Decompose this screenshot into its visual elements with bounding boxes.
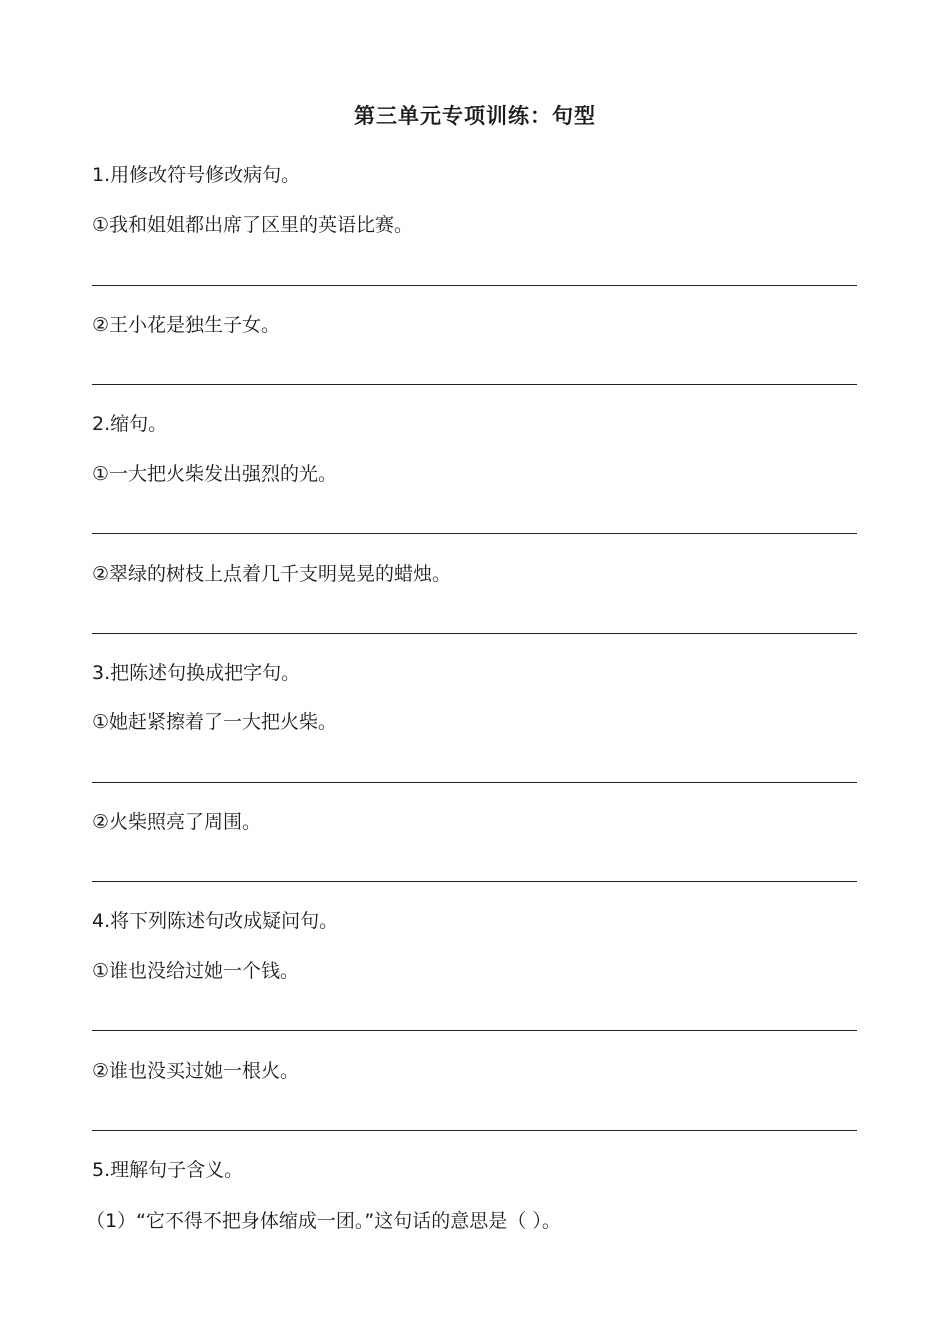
question-4-heading: 4.将下列陈述句改成疑问句。 — [92, 910, 339, 932]
answer-line-3-1[interactable] — [92, 782, 857, 783]
question-4-item-1: ①谁也没给过她一个钱。 — [92, 960, 300, 982]
question-1-heading: 1.用修改符号修改病句。 — [92, 164, 301, 186]
question-1-item-1: ①我和姐姐都出席了区里的英语比赛。 — [92, 214, 414, 236]
answer-line-2-1[interactable] — [92, 533, 857, 534]
page-title: 第三单元专项训练：句型 — [354, 104, 596, 128]
question-4-item-2: ②谁也没买过她一根火。 — [92, 1060, 300, 1082]
answer-line-4-2[interactable] — [92, 1130, 857, 1131]
question-2-item-2: ②翠绿的树枝上点着几千支明晃晃的蜡烛。 — [92, 563, 452, 585]
answer-line-3-2[interactable] — [92, 881, 857, 882]
answer-line-4-1[interactable] — [92, 1030, 857, 1031]
question-3-item-1: ①她赶紧擦着了一大把火柴。 — [92, 711, 338, 733]
question-5-heading: 5.理解句子含义。 — [92, 1159, 244, 1181]
question-3-item-2: ②火柴照亮了周围。 — [92, 811, 262, 833]
question-2-heading: 2.缩句。 — [92, 413, 168, 435]
answer-line-2-2[interactable] — [92, 633, 857, 634]
answer-line-1-2[interactable] — [92, 384, 857, 385]
question-5-item-1: （1）“它不得不把身体缩成一团。”这句话的意思是（ ）。 — [86, 1210, 561, 1232]
answer-line-1-1[interactable] — [92, 285, 857, 286]
question-1-item-2: ②王小花是独生子女。 — [92, 314, 281, 336]
question-3-heading: 3.把陈述句换成把字句。 — [92, 662, 301, 684]
question-2-item-1: ①一大把火柴发出强烈的光。 — [92, 463, 338, 485]
